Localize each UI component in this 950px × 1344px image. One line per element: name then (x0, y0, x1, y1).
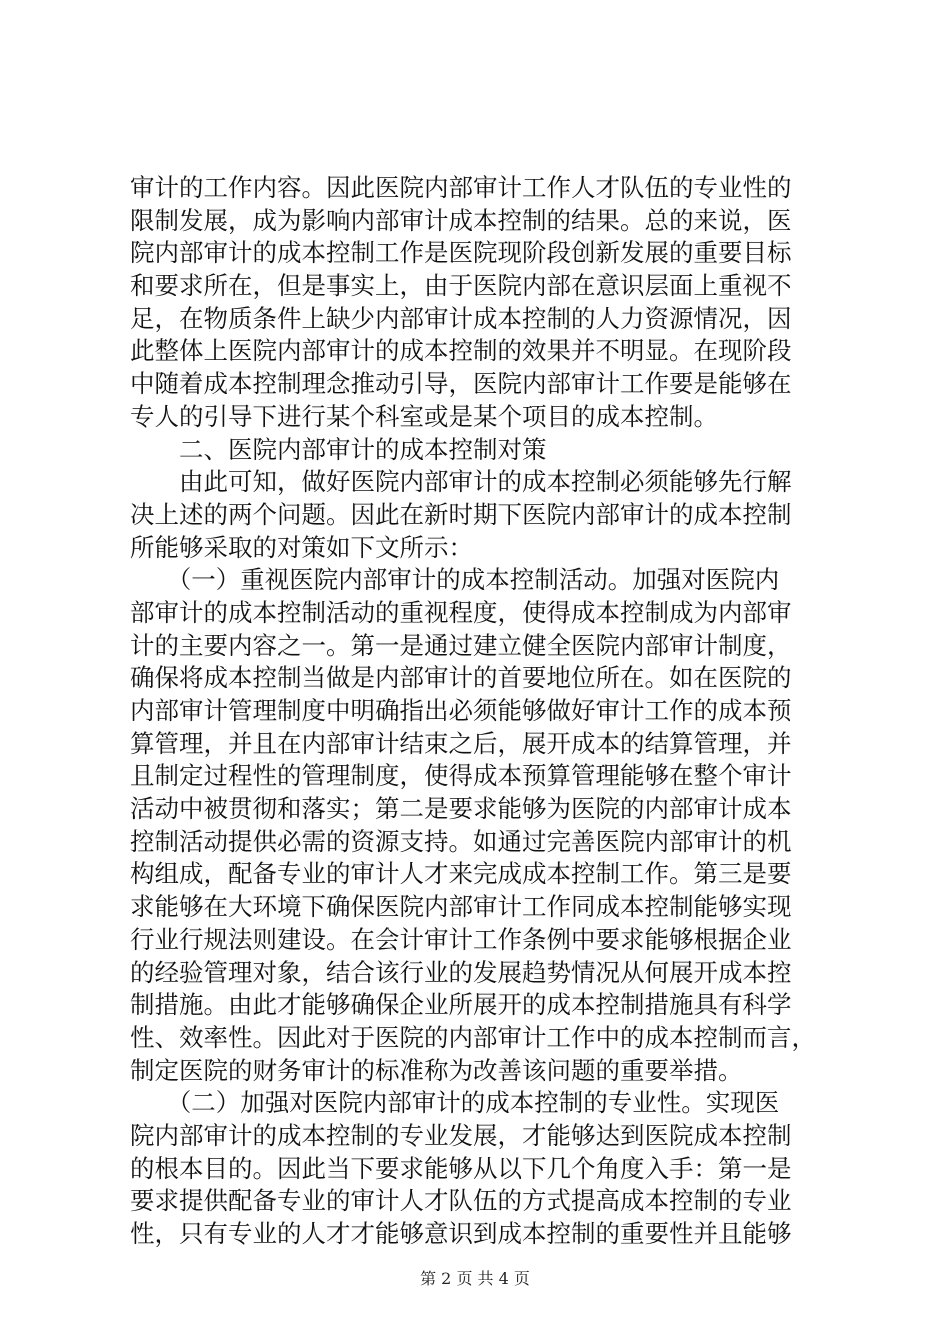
text-line: 中随着成本控制理念推动引导，医院内部审计工作要是能够在 (130, 369, 792, 399)
text-line: 内部审计管理制度中明确指出必须能够做好审计工作的成本预 (130, 696, 792, 725)
text-line: 活动中被贯彻和落实；第二是要求能够为医院的内部审计成本 (130, 794, 792, 824)
text-line: 此整体上医院内部审计的成本控制的效果并不明显。在现阶段 (130, 336, 792, 366)
text-line: 求能够在大环境下确保医院内部审计工作同成本控制能够实现 (130, 892, 792, 922)
text-line: 控制活动提供必需的资源支持。如通过完善医院内部审计的机 (130, 826, 792, 856)
text-line: 且制定过程性的管理制度，使得成本预算管理能够在整个审计 (130, 761, 792, 791)
text-line: 所能够采取的对策如下文所示： (130, 532, 473, 562)
text-line: （二）加强对医院内部审计的成本控制的专业性。实现医 (130, 1088, 780, 1118)
text-line: 计的主要内容之一。第一是通过建立健全医院内部审计制度， (130, 630, 792, 660)
text-line: 性、效率性。因此对于医院的内部审计工作中的成本控制而言， (130, 1022, 816, 1052)
text-line: 限制发展，成为影响内部审计成本控制的结果。总的来说，医 (130, 205, 792, 235)
text-line: 性，只有专业的人才才能够意识到成本控制的重要性并且能够 (130, 1219, 792, 1248)
text-line: （一）重视医院内部审计的成本控制活动。加强对医院内 (130, 565, 780, 595)
text-line: 行业行规法则建设。在会计审计工作条例中要求能够根据企业 (130, 924, 792, 954)
text-line: 的根本目的。因此当下要求能够从以下几个角度入手：第一是 (130, 1153, 792, 1183)
text-line: 要求提供配备专业的审计人才队伍的方式提高成本控制的专业 (130, 1186, 792, 1216)
text-line: 审计的工作内容。因此医院内部审计工作人才队伍的专业性的 (130, 173, 792, 202)
text-line: 制措施。由此才能够确保企业所展开的成本控制措施具有科学 (130, 990, 792, 1020)
section-heading: 二、医院内部审计的成本控制对策 (130, 434, 547, 464)
text-line: 确保将成本控制当做是内部审计的首要地位所在。如在医院的 (130, 663, 792, 693)
text-line: 院内部审计的成本控制的专业发展，才能够达到医院成本控制 (130, 1120, 792, 1150)
page-footer (0, 1266, 950, 1289)
page-number-label: 第 2 页 共 4 页 (420, 1269, 530, 1288)
text-line: 部审计的成本控制活动的重视程度，使得成本控制成为内部审 (130, 597, 792, 627)
text-line: 和要求所在，但是事实上，由于医院内部在意识层面上重视不 (130, 271, 792, 301)
text-line: 的经验管理对象，结合该行业的发展趋势情况从何展开成本控 (130, 957, 792, 987)
text-line: 足，在物质条件上缺少内部审计成本控制的人力资源情况，因 (130, 303, 792, 333)
text-line: 构组成，配备专业的审计人才来完成成本控制工作。第三是要 (130, 859, 792, 889)
text-line: 院内部审计的成本控制工作是医院现阶段创新发展的重要目标 (130, 238, 792, 268)
text-line: 由此可知，做好医院内部审计的成本控制必须能够先行解 (130, 467, 792, 497)
text-line: 专人的引导下进行某个科室或是某个项目的成本控制。 (130, 401, 718, 431)
text-line: 决上述的两个问题。因此在新时期下医院内部审计的成本控制 (130, 499, 792, 529)
text-line: 算管理，并且在内部审计结束之后，展开成本的结算管理，并 (130, 728, 792, 758)
text-line: 制定医院的财务审计的标准称为改善该问题的重要举措。 (130, 1055, 743, 1085)
body-text (130, 172, 830, 1251)
